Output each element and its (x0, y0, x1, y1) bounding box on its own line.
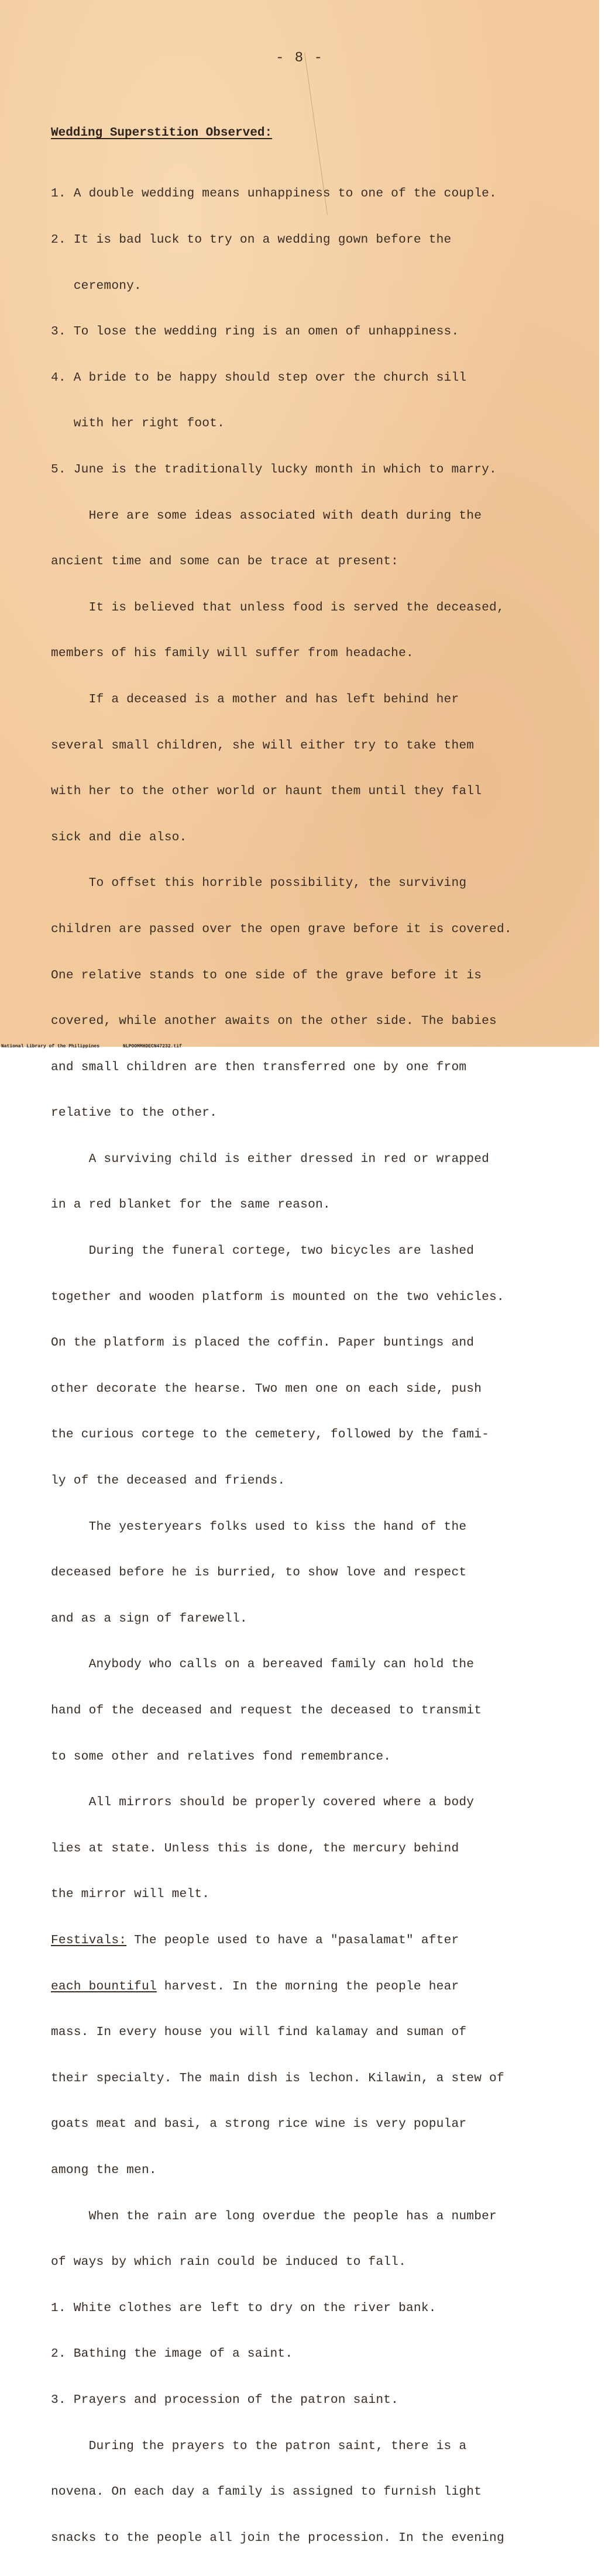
text-line: Here are some ideas associated with death during the (51, 508, 482, 523)
text-line: 3. Prayers and procession of the patron saint. (51, 2392, 399, 2407)
text-line: of ways by which rain could be induced to fall. (51, 2255, 406, 2270)
section-heading-wedding: Wedding Superstition Observed: (51, 126, 273, 140)
festivals-line2-text: harvest. In the morning the people hear (156, 1979, 459, 1994)
text-line: 2. It is bad luck to try on a wedding gown before the (51, 233, 452, 247)
text-line: 5. June is the traditionally lucky month in which to marry. (51, 462, 497, 477)
footer-file: NLPOOMMHDECN47232.tif (123, 1044, 182, 1049)
text-line: covered, while another awaits on the other side. The babies (51, 1014, 497, 1029)
text-line: 2. Bathing the image of a saint. (51, 2347, 293, 2361)
text-line: other decorate the hearse. Two men one on each side, push (51, 1381, 482, 1396)
text-line: relative to the other. (51, 1106, 218, 1120)
text-line: 1. White clothes are left to dry on the river bank. (51, 2301, 436, 2315)
text-line: To offset this horrible possibility, the surviving (51, 876, 467, 891)
text-line: deceased before he is burried, to show love and respect (51, 1565, 467, 1580)
text-line: the curious cortege to the cemetery, followed by the fami- (51, 1427, 490, 1442)
text-line: novena. On each day a family is assigned to furnish light (51, 2485, 482, 2499)
text-line: and small children are then transferred one by one from (51, 1060, 467, 1074)
text-line: It is believed that unless food is served the deceased, (51, 600, 504, 615)
text-line: One relative stands to one side of the grave before it is (51, 968, 482, 982)
festivals-underlined-text: each bountiful (51, 1979, 157, 1994)
text-line: with her to the other world or haunt them until they fall (51, 784, 482, 799)
text-line: hand of the deceased and request the deceased to transmit (51, 1703, 482, 1718)
document-body (51, 156, 592, 2576)
text-line: together and wooden platform is mounted on the two vehicles. (51, 1289, 504, 1304)
text-line: the mirror will melt. (51, 1887, 210, 1902)
text-line: During the prayers to the patron saint, there is a (51, 2439, 467, 2453)
festivals-line (51, 1933, 592, 1948)
text-line: goats meat and basi, a strong rice wine is very popular (51, 2117, 467, 2132)
text-line: ceremony. (51, 278, 142, 293)
text-line: members of his family will suffer from headache. (51, 646, 414, 661)
text-line: ancient time and some can be trace at present: (51, 554, 399, 569)
text-line: sick and die also. (51, 830, 187, 844)
festivals-line-text: The people used to have a "pasalamat" after (126, 1933, 459, 1947)
text-line: The yesteryears folks used to kiss the hand of the (51, 1519, 467, 1534)
text-line: their specialty. The main dish is lechon. Kilawin, a stew of (51, 2071, 504, 2085)
text-line: snacks to the people all join the procession. In the evening (51, 2530, 504, 2545)
text-line: ly of the deceased and friends. (51, 1474, 286, 1488)
footer-source: National Library of the Philippines (1, 1044, 100, 1049)
text-line: lies at state. Unless this is done, the mercury behind (51, 1841, 459, 1856)
text-line: mass. In every house you will find kalamay and suman of (51, 2025, 467, 2040)
text-line: children are passed over the open grave before it is covered. (51, 922, 512, 936)
text-line: 4. A bride to be happy should step over the church sill (51, 370, 467, 385)
festivals-line-2 (51, 1979, 592, 1994)
scan-footer (1, 1044, 205, 1049)
text-line: in a red blanket for the same reason. (51, 1198, 331, 1212)
text-line: A surviving child is either dressed in red or wrapped (51, 1151, 490, 1166)
festivals-label: Festivals: (51, 1933, 127, 1947)
text-line: 1. A double wedding means unhappiness to one of the couple. (51, 187, 497, 201)
text-line: On the platform is placed the coffin. Paper buntings and (51, 1336, 475, 1350)
text-line: and as a sign of farewell. (51, 1611, 248, 1626)
text-line: several small children, she will either try to take them (51, 738, 475, 753)
text-line: 3. To lose the wedding ring is an omen of unhappiness. (51, 325, 459, 339)
text-line: Anybody who calls on a bereaved family can hold the (51, 1657, 475, 1672)
text-line: with her right foot. (51, 416, 225, 431)
page-number: - 8 - (275, 50, 324, 66)
text-line: When the rain are long overdue the people has a number (51, 2209, 497, 2223)
text-line: During the funeral cortege, two bicycles are lashed (51, 1244, 475, 1258)
scan-margin (599, 0, 605, 1053)
text-line: All mirrors should be properly covered where a body (51, 1795, 475, 1810)
text-line: If a deceased is a mother and has left behind her (51, 692, 459, 706)
text-line: to some other and relatives fond remembrance. (51, 1749, 391, 1764)
text-line: among the men. (51, 2163, 157, 2177)
